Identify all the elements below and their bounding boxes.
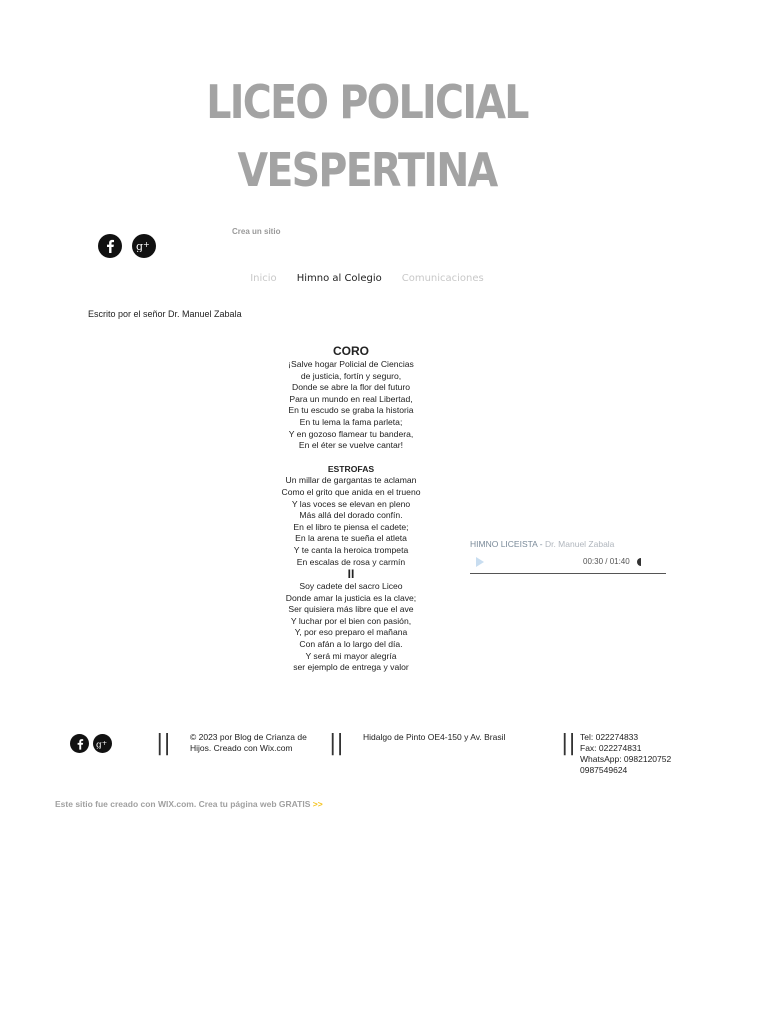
- site-title-line-2: VESPERTINA: [237, 143, 497, 197]
- volume-icon[interactable]: [637, 558, 641, 566]
- track-separator: -: [537, 539, 545, 549]
- facebook-icon: [76, 738, 84, 750]
- footer-facebook-button[interactable]: [70, 734, 89, 753]
- wix-banner-text: Este sitio fue creado con WIX.com. Crea tu página web GRATIS: [55, 799, 311, 809]
- lyric-line: Soy cadete del sacro Liceo: [299, 581, 403, 592]
- lyric-line: Como el grito que anida en el trueno: [281, 486, 421, 497]
- google-plus-icon: [136, 240, 152, 252]
- lyric-line: Y las voces se elevan en pleno: [291, 498, 411, 509]
- contact-mobile: 0987549624: [580, 765, 628, 775]
- player-controls: [470, 555, 666, 574]
- copyright-line: © 2023 por Blog de Crianza de: [190, 732, 307, 742]
- lyric-line: En el éter se vuelve cantar!: [298, 440, 404, 451]
- footer-divider: ||: [156, 731, 171, 756]
- footer-address: Hidalgo de Pinto OE4-150 y Av. Brasil: [363, 732, 506, 742]
- nav-item-inicio[interactable]: Inicio: [250, 273, 277, 284]
- estrofas-heading: ESTROFAS: [327, 463, 375, 474]
- svg-text:+: +: [101, 738, 108, 747]
- track-info: [470, 539, 666, 549]
- footer-divider: ||: [561, 731, 576, 756]
- nav-item-comunicaciones[interactable]: Comunicaciones: [401, 273, 484, 284]
- lyric-line: En la arena te sueña el atleta: [295, 533, 407, 544]
- lyric-line: de justicia, fortín y seguro,: [300, 370, 402, 381]
- footer-divider: ||: [329, 731, 344, 756]
- facebook-icon: [105, 239, 115, 253]
- lyric-line: En tu escudo se graba la historia: [288, 405, 414, 416]
- google-plus-button[interactable]: [132, 234, 156, 258]
- coro-verse: [250, 359, 452, 452]
- lyric-line: Para un mundo en real Libertad,: [289, 393, 413, 404]
- lyric-line: ¡Salve hogar Policial de Ciencias: [288, 359, 414, 369]
- estrofa-1: [250, 475, 452, 568]
- audio-player: [470, 539, 666, 574]
- estrofa-2: [250, 581, 452, 674]
- contact-whatsapp: WhatsApp: 0982120752: [580, 754, 672, 764]
- footer-contact: [580, 732, 671, 776]
- google-plus-icon: [96, 739, 109, 749]
- lyric-line: Y luchar por el bien con pasión,: [290, 615, 412, 626]
- lyric-line: En el libro te piensa el cadete;: [293, 521, 409, 532]
- facebook-button[interactable]: [98, 234, 122, 258]
- wix-banner[interactable]: [55, 799, 323, 809]
- header-social-links: [98, 234, 156, 258]
- wix-banner-arrows: >>: [312, 799, 323, 809]
- lyric-line: Y, por eso preparo el mañana: [294, 627, 408, 638]
- lyric-line: Un millar de gargantas te aclaman: [285, 475, 417, 486]
- track-time: 00:30 / 01:40: [583, 557, 630, 566]
- coro-heading: CORO: [333, 344, 369, 358]
- site-title-line-1: LICEO POLICIAL: [206, 75, 528, 129]
- lyric-line: Donde se abre la flor del futuro: [292, 382, 410, 393]
- site-title: [51, 68, 682, 204]
- nav-item-himno[interactable]: Himno al Colegio: [296, 273, 382, 284]
- footer-social-links: [70, 734, 112, 753]
- lyric-line: Ser quisiera más libre que el ave: [288, 604, 414, 615]
- lyric-line: Con afán a lo largo del día.: [299, 639, 403, 650]
- track-title: HIMNO LICEISTA: [470, 539, 538, 549]
- copyright-line: Hijos. Creado con Wix.com: [190, 743, 293, 753]
- track-artist: Dr. Manuel Zabala: [544, 539, 615, 549]
- lyric-line: Y te canta la heroica trompeta: [293, 544, 409, 555]
- lyric-line: ser ejemplo de entrega y valor: [293, 662, 409, 673]
- lyric-line: Y será mi mayor alegría: [305, 650, 397, 661]
- author-note: Escrito por el señor Dr. Manuel Zabala: [88, 309, 242, 319]
- lyric-line: Y en gozoso flamear tu bandera,: [288, 428, 414, 439]
- anthem-lyrics: [250, 344, 452, 674]
- create-site-link[interactable]: Crea un sitio: [232, 227, 281, 236]
- contact-fax: Fax: 022274831: [580, 743, 642, 753]
- svg-text:g: g: [96, 739, 102, 749]
- play-icon[interactable]: [476, 557, 484, 567]
- estrofa-2-numeral: II: [347, 567, 355, 582]
- footer-copyright: [190, 732, 325, 754]
- lyric-line: En escalas de rosa y carmín: [296, 556, 406, 567]
- lyric-line: Más allá del dorado confín.: [299, 510, 403, 521]
- footer-google-plus-button[interactable]: [93, 734, 112, 753]
- contact-phone: Tel: 022274833: [580, 732, 639, 742]
- svg-text:+: +: [143, 240, 150, 249]
- lyric-line: En tu lema la fama parleta;: [299, 416, 403, 427]
- svg-text:g: g: [136, 240, 144, 252]
- main-nav: [0, 273, 734, 284]
- lyric-line: Donde amar la justicia es la clave;: [285, 592, 417, 603]
